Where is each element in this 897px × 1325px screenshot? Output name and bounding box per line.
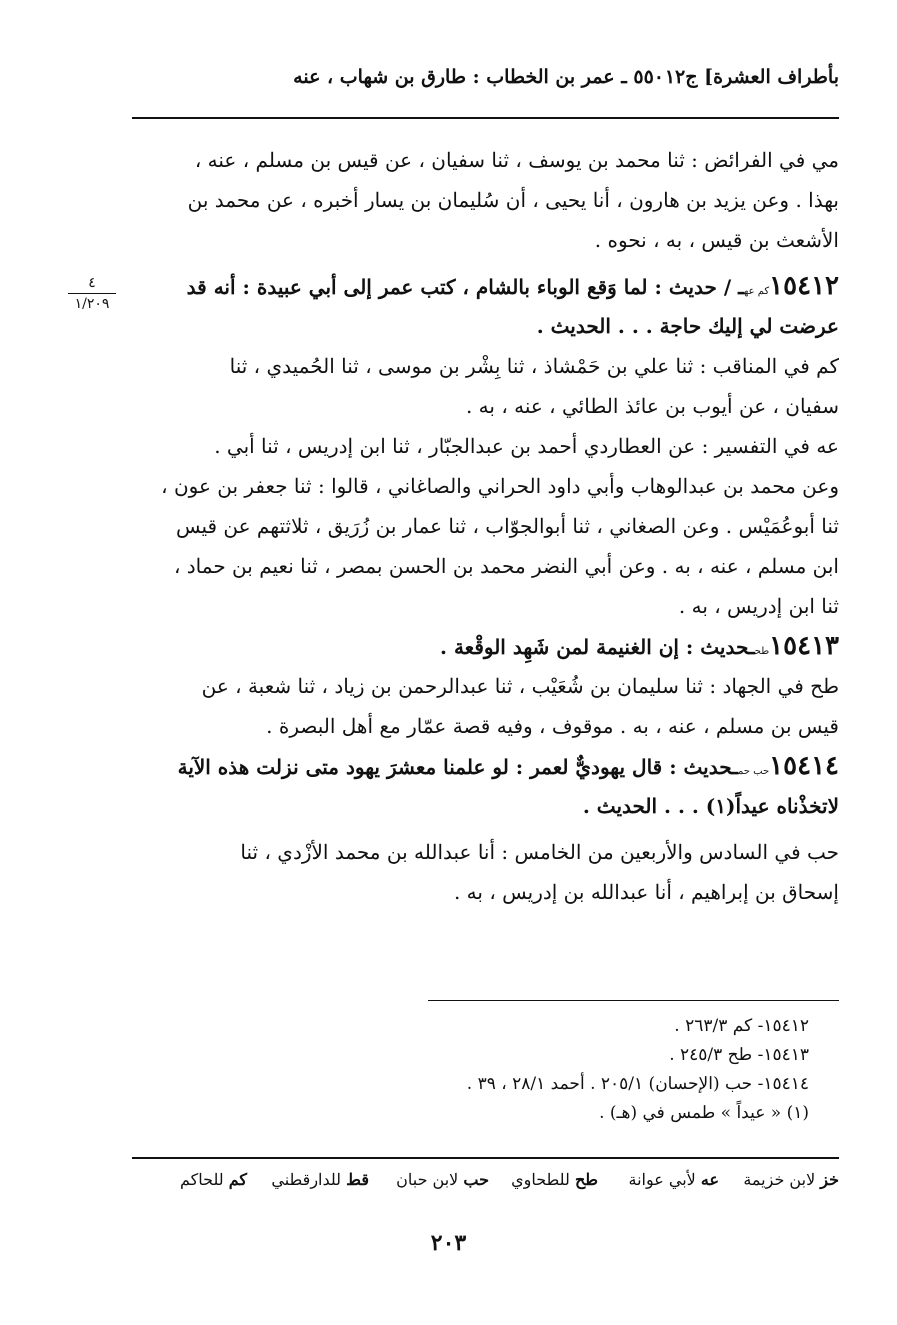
text-line: ثنا أبوعُمَيْس . وعن الصغاني ، ثنا أبوالجوّاب ، ثنا عمار بن زُرَيق ، ثلاثتهم عن قيس xyxy=(175,514,839,538)
abbrev-label: للطحاوي xyxy=(511,1170,570,1189)
text-line: ابن مسلم ، عنه ، به . وعن أبي النضر محمد بن الحسن بمصر ، ثنا نعيم بن حماد ، xyxy=(173,554,839,578)
text-line: إسحاق بن إبراهيم ، أنا عبدالله بن إدريس ، به . xyxy=(453,880,839,904)
hadith-heading-15414 xyxy=(136,746,839,786)
abbreviation-key xyxy=(132,1170,839,1200)
footnote: ١٥٤١٣- طح ٢٤٥/٣ . xyxy=(669,1045,809,1065)
footnote: ١٥٤١٢- كم ٢٦٣/٣ . xyxy=(674,1016,809,1036)
hadith-number: ١٥٤١٤ xyxy=(769,751,839,781)
abbrev-item xyxy=(180,1170,247,1189)
margin-ref-bottom: ١/٢٠٩ xyxy=(74,296,110,312)
hadith-number: ١٥٤١٢ xyxy=(769,271,839,301)
hadith-sigla: حب حم xyxy=(738,766,770,777)
header-rule xyxy=(132,117,839,119)
abbrev-code: كم xyxy=(228,1170,247,1189)
hadith-heading-15412 xyxy=(136,266,839,306)
abbrev-code: خز xyxy=(820,1170,839,1189)
footnotes xyxy=(136,1012,809,1128)
abbrev-code: حب xyxy=(463,1170,489,1189)
text-line: طح في الجهاد : ثنا سليمان بن شُعَيْب ، ثنا عبدالرحمن بن زياد ، ثنا شعبة ، عن xyxy=(201,674,839,698)
text-line: قيس بن مسلم ، عنه ، به . موقوف ، وفيه قصة عمّار مع أهل البصرة . xyxy=(266,714,839,738)
abbrev-item xyxy=(743,1170,839,1189)
abbrev-item xyxy=(271,1170,369,1189)
running-header xyxy=(132,66,839,100)
text-line: الأشعث بن قيس ، به ، نحوه . xyxy=(594,228,839,252)
abbrev-label: لأبي عوانة xyxy=(628,1170,696,1189)
main-text xyxy=(136,140,839,912)
hadith-heading-15413 xyxy=(136,626,839,666)
abbrev-code: عه xyxy=(700,1170,719,1189)
hadith-number: ١٥٤١٣ xyxy=(769,631,839,661)
hadith-title-cont: لاتخذْناه عيداً(١) . . . الحديث . xyxy=(582,794,839,818)
hadith-sigla: طح xyxy=(754,646,770,657)
header-book-title: بأطراف العشرة] ج١٢ xyxy=(664,66,839,88)
abbrev-code: طح xyxy=(574,1170,598,1189)
text-line: بهذا . وعن يزيد بن هارون ، أنا يحيى ، أن سُليمان بن يسار أخبره ، عن محمد بن xyxy=(187,188,839,212)
abbrev-item xyxy=(511,1170,598,1189)
hadith-title: ـحديث : قال يهوديٌّ لعمر : لو علمنا معشرَ يهود متى نزلت هذه الآية xyxy=(177,755,739,779)
margin-ref-top: ٤ xyxy=(68,275,116,294)
margin-reference xyxy=(62,275,122,312)
abbrev-item xyxy=(628,1170,719,1189)
abbrev-item xyxy=(396,1170,489,1189)
text-line: مي في الفرائض : ثنا محمد بن يوسف ، ثنا سفيان ، عن قيس بن مسلم ، عنه ، xyxy=(194,148,839,172)
hadith-sigla: كم عه xyxy=(744,286,770,297)
text-line: عه في التفسير : عن العطاردي أحمد بن عبدالجبّار ، ثنا ابن إدريس ، ثنا أبي . xyxy=(214,434,839,458)
hadith-title-cont: عرضت لي إليك حاجة . . . الحديث . xyxy=(536,314,839,338)
text-line: حب في السادس والأربعين من الخامس : أنا عبدالله بن محمد الأزْدي ، ثنا xyxy=(240,840,839,864)
abbrev-label: للحاكم xyxy=(180,1170,224,1189)
text-line: وعن محمد بن عبدالوهاب وأبي داود الحراني والصاغاني ، قالوا : ثنا جعفر بن عون ، xyxy=(161,474,839,498)
header-section-title: ٥٥٠ ـ عمر بن الخطاب : طارق بن شهاب ، عنه xyxy=(293,66,664,88)
abbrev-code: قط xyxy=(346,1170,369,1189)
footnote-rule xyxy=(428,1000,839,1001)
abbrev-label: لابن خزيمة xyxy=(743,1170,816,1189)
footnote: ١٥٤١٤- حب (الإحسان) ٢٠٥/١ . أحمد ٢٨/١ ، ٣٩ . xyxy=(466,1074,809,1094)
hadith-title: ـ / حديث : لما وَقع الوباء بالشام ، كتب عمر إلى أبي عبيدة : أنه قد xyxy=(186,275,744,299)
footer-rule xyxy=(132,1157,839,1159)
hadith-title: ـحديث : إن الغنيمة لمن شَهِد الوقْعة . xyxy=(440,635,755,659)
text-line: سفيان ، عن أيوب بن عائذ الطائي ، عنه ، به . xyxy=(465,394,839,418)
text-line: كم في المناقب : ثنا علي بن حَمْشاذ ، ثنا بِشْر بن موسى ، ثنا الحُميدي ، ثنا xyxy=(229,354,839,378)
text-line: ثنا ابن إدريس ، به . xyxy=(678,594,839,618)
abbrev-label: للدارقطني xyxy=(271,1170,342,1189)
abbrev-label: لابن حبان xyxy=(396,1170,459,1189)
page-number: ٢٠٣ xyxy=(430,1230,467,1256)
footnote: (١) « عيداً » طمس في (هـ) . xyxy=(599,1103,809,1123)
